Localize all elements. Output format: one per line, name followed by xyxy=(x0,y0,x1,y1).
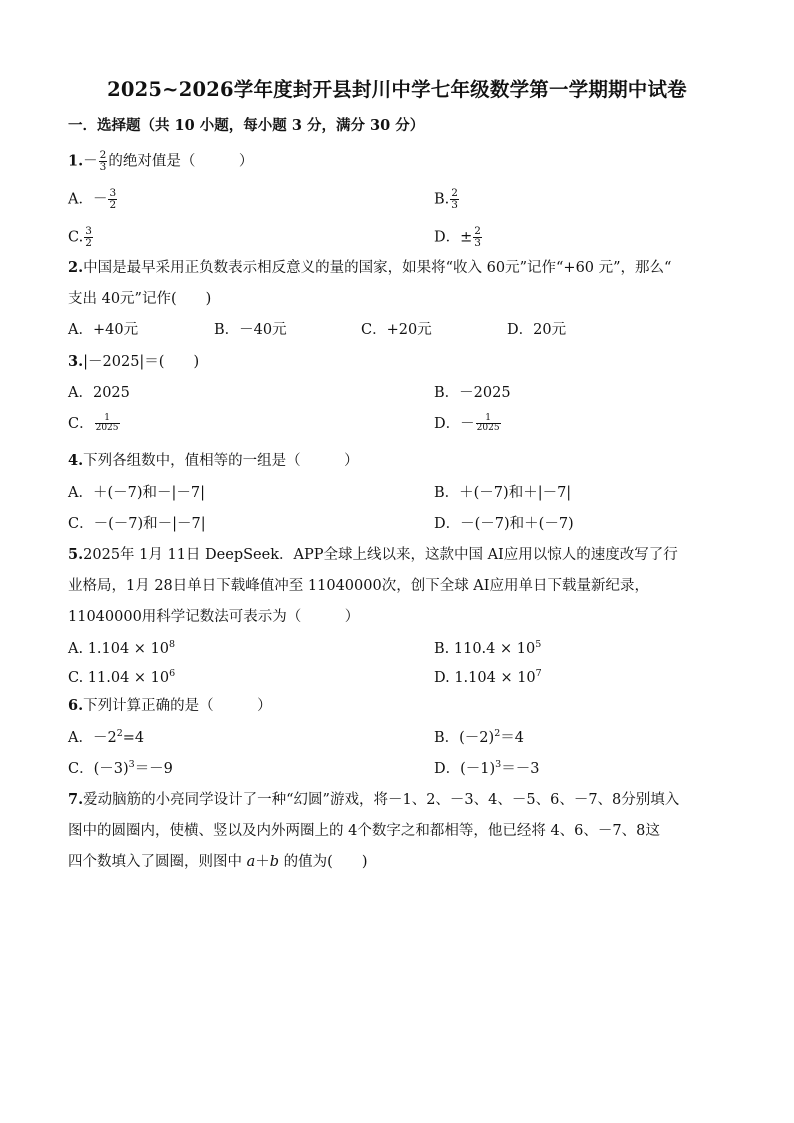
option-d: D．± $\frac{2}{3}$ xyxy=(434,225,481,250)
option-b: B. $110.4 \times 10^5$ xyxy=(434,639,542,657)
option-d: D. $1.104 \times 10^7$ xyxy=(434,668,542,686)
question-3: 3.|－2025|＝( ) xyxy=(68,353,200,370)
option-c: C. $11.04 \times 10^6$ xyxy=(68,668,176,686)
option-a: A．$-2^2=4$ xyxy=(68,728,145,746)
option-b: B．－40元 xyxy=(214,322,287,338)
option-a: A．2025 xyxy=(68,385,130,401)
option-a: A. $1.104 \times 10^8$ xyxy=(68,639,176,657)
option-b: B．$(-2)^2=4$ xyxy=(434,728,524,746)
section-heading: 一．选择题（共 10 小题，每小题 3 分，满分 30 分） xyxy=(68,117,425,134)
question-4: 4.下列各组数中，值相等的一组是（ ） xyxy=(68,452,359,469)
option-d: D．－ $\frac{1}{2025}$ xyxy=(434,413,500,434)
question-6: 6.下列计算正确的是（ ） xyxy=(68,697,272,714)
option-c: C．－(－7)和－|－7| xyxy=(68,516,206,532)
option-b: B．＋(－7)和＋|－7| xyxy=(434,485,572,501)
option-a: A．+40元 xyxy=(68,322,139,338)
question-7: 7.爱动脑筋的小亮同学设计了一种“幻圆”游戏，将－1、2、－3、4、－5、6、－7、8分别填入 xyxy=(68,791,680,808)
option-c: C．$(-3)^3=-9$ xyxy=(68,759,173,777)
page-title: 2025~2026学年度封开县封川中学七年级数学第一学期期中试卷 xyxy=(107,78,687,101)
variable-a: a xyxy=(246,854,256,870)
option-c: C．+20元 xyxy=(361,322,432,338)
option-a: A．＋(－7)和－|－7| xyxy=(68,485,206,501)
question-7-line-2: 图中的圆圈内，使横、竖以及内外两圈上的 4个数字之和都相等，他已经将 4、6、－7、8这 xyxy=(68,823,660,839)
option-a: A．－ $\frac{3}{2}$ xyxy=(68,187,117,212)
question-5-line-3: 11040000用科学记数法可表示为（ ） xyxy=(68,609,360,625)
question-5-line-2: 业格局，1月 28日单日下载峰值冲至 11040000次，创下全球 AI应用单日下载量新纪录， xyxy=(68,578,650,594)
question-5: 5.2025年 1月 11日 DeepSeek．APP全球上线以来，这款中国 AI应用以惊人的速度改写了行 xyxy=(68,546,678,563)
option-d: D．20元 xyxy=(507,322,567,338)
variable-b: b xyxy=(269,854,280,870)
question-1: 1.－ $\frac{2}{3}$ 的绝对值是（ ） xyxy=(68,149,254,174)
option-c: C． $\frac{1}{2025}$ xyxy=(68,413,119,434)
question-2-line-2: 支出 40元”记作( ) xyxy=(68,291,212,307)
fraction: $\frac{2}{3}$ xyxy=(99,149,107,174)
option-c: C. $\frac{3}{2}$ xyxy=(68,225,92,250)
option-d: D．－(－7)和＋(－7) xyxy=(434,516,574,532)
option-b: B. $\frac{2}{3}$ xyxy=(434,187,458,212)
option-b: B．－2025 xyxy=(434,385,511,401)
option-d: D．$(-1)^3=-3$ xyxy=(434,759,540,777)
question-2: 2.中国是最早采用正负数表示相反意义的量的国家，如果将“收入 60元”记作“+60 元”，那么“ xyxy=(68,259,672,276)
question-number: 1. xyxy=(68,152,84,170)
question-7-line-3: 四个数填入了圆圈，则图中 a＋b 的值为( ) xyxy=(68,854,368,870)
